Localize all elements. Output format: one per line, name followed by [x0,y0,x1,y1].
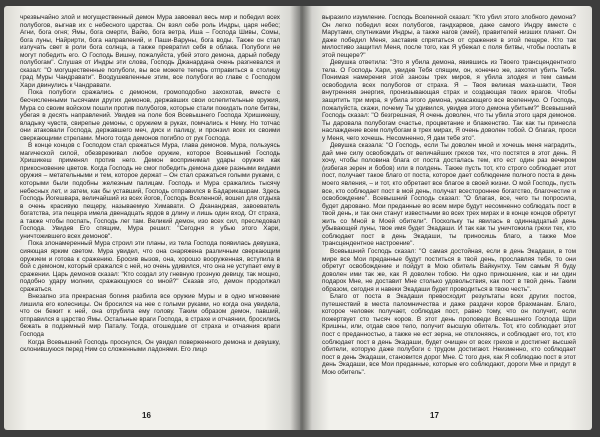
right-page [300,6,592,430]
paragraph: Пока злонамеренный Мура строил эти планы, из тела Господа появилась девушка, сияющая ярким светом. Мура увидел, что она снаряжена различным сверкающим оружием и готова к сражению. Бросив вызов, она, хорошо вооруженная, вступила в бой с демоном, который сражался с ней, но очень удивился, что она не уступает ему в сражении. Царь демонов сказал: "Кто создал эту гневную грозную девицу, так мощно, подобно удару молнии, сражающуюся со мной?" Сказав это, демон продолжал сражаться. [20,240,280,293]
paragraph: выразило изумление. Господь Вселенной сказал: "Кто убил этого злобного демона? Он легко победил всех полубогов, гандхарвов, даже самого Индру вместе с Марутами, спутниками Индры, а также нагов (змей), правителей низших планет. Он даже победил Меня, заставив спрятаться от сражения в этой пещере. Кто так милостиво защитил Меня, после того, как Я убежал с поля битвы, чтобы поспать в этой пещере?" [322,14,576,59]
paragraph: чрезвычайно злой и могущественный демон Мура завоевал весь мир и победил всех полубогов, выгнав их с небесного царства. Он взял себе роль Индры, царя небес; Агни, бога огня; Ямы, бога смерти, Вайю, бога ветра, Иша – Господа Шивы, Сомы, бога луны, Найрирти, бога направлений, и Паши-Варуны, бога воды. Также он стал излучать свет в роли бога солнца, а также превратил себя в облака. Полубоги не могут победить его. О Господь Вишну, пожалуйста, убей этого демона, дарый победу полубогам". Слушая от Индры эти слова, Господь Джанардана очень разгневался и сказал: "О могущественные полубоги, вы все можете теперь отправиться в столицу град Муры Чандравати". Воодушевленные этим, все полубоги во главе с Господом Хари двинулись к Чандравати. [20,14,280,89]
page-number-left: 16 [142,411,151,420]
paragraph: Девушка сказала: "О Господь, если Ты доволен мной и хочешь меня наградить, дай мне силу освобождать от величайших грехов тех, что постятся в этот день. Я хочу, чтобы половина блага от поста досталась тем, кто ест один раз вечером (избегая зерен и бобов) или в полдень. Также пусть тот, кто строго соблюдает этот пост, получает такое благо от поста, которое дает соблюдение полного поста в день моего явления, – и тот, кто обретает все благое в своей жизни. О мой Господь, пусть все, кто соблюдает пост в мой день, получат всестороннее богатство, благочестие и освобождение". Всевышний Господь сказал: "О благая, все, чего ты попросила, будет даровано. Мои преданные во всем мире будут несомненно соблюдать пост в твой день, и так они станут известными во всех трех мирах и в конце концов обретут жить со Мной в Моей обители". Поскольку ты явилась в одиннадцатый день убывающей луны, твое имя будет Экадаши. И так как ты уничтожила грехи тех, кто соблюдает пост в день Экадаши, ты приносишь благо, а также Мое трансцендентное настроение". [322,142,576,248]
paragraph: Пока полубоги сражались с демоном, громоподобно захохотав, вместе с бесчисленными тысячами других демонов, державших свои ослепительные оружия, Мура со своим войском пошли против полубогов, которые стали покидать поле битвы, убегая в десять направлений. Увидев на поле боя Всевышнего Господа Хришикешу, владыку чувств, свирепые демоны, с оружием в руках, помчались к Нему. Но тотчас они атаковали Господа, державшего меч, диск и палицу, и пронзил всех их своими сверкающими стрелами. Много тогда демонов погибло от рук Господа. [20,89,280,142]
right-page-text [322,14,576,376]
paragraph: Когда Всевышний Господь проснулся, Он увидел поверженного демона и девушку, склонившуюся перед Ним со сложенными ладонями. Его лицо [20,338,280,354]
page-number-right: 17 [430,411,439,420]
paragraph: Благо от поста в Экадаши превосходит результаты всех других постов, путешествий в места паломничества и даже раздачи коров брахманам. Благо, которое человек получает, соблюдая пост, равно тому, что он получит, если пожертвует сто тысяч коров. В этот день проповеди Всевышнего Господа Шри Кришны, или, отдав свое тело, получит высшую обитель. Тот, кто соблюдает этот пост с преданностью, а также не ест зерна, не отклоняясь, и соблюдает его, тот, кто соблюдает пост в день Экадаши, будет очищен от всех грехов и достигнет высшей обители, которую даже полубоги с трудом достигают. Неизменно, кто соблюдает пост в день Экадаши, становится дорог Мне. С того дня, как Я соблюдаю пост в этот день Экадаши, все Мои преданные, которые его соблюдают, дороги Мне и придут в Мою обитель". [322,293,576,376]
paragraph: Всевышний Господь сказал: "О самая достойная, если в день Экадаши, в том мире все Мои преданные будут поститься в твой день, прославляя тебя, то они обретут освобождение и пойдут в Мою обитель Вайкунтху. Тем самым Я буду доволен ими так же, как Я доволен тобою. Ни одно приношение, как и ни один подарок Мне, не доставит Мне столько удовольствия, как пост в твой день. Таким образом, сегодня и навеки Экадаши будет проводиться в твою честь". [322,247,576,293]
paragraph: В конце концов с Господом стал сражаться Мура, глава демонов. Мура, пользуясь магической силой, обезвреживал любое оружие, которое Всевышний Господь Хришикеш применял против него. Демон воспринимал удары оружия как прикосновение цветов. Когда Господь не смог победить демона даже разными видами оружия – метательными и тем, которое держат – Он стал сражаться голыми руками, с которыми были подобны железным палицам. Господь и Мура сражались тысячу небесных лет, и затем, как бы уставший, Господь отправился в Бадарикашрам. Здесь Господь Йогешвара, величайший из всех йогов, Господь Вселенной, вошел для отдыха в очень красивую пещеру, называемую Химавати. О Дхананджая, завоеватель богатства, эта пещера имела двенадцать ярдов в длину и лишь один вход. От страха, а также чтобы поспать, Господь лег там. Великий демон, изо всех сил, преследовал Господа. Увидев Его спящим, Мура решил: "Сегодня я убью этого Хари, уничтожившего всех демонов". [20,142,280,240]
left-page [4,6,300,430]
paragraph: Внезапно эта прекрасная богиня разбила все оружие Муры и в одно мгновение лишила его колесницы. Он бросился на нее с голыми руками, но когда она увидела, что он бежит к ней, она отрубила ему голову. Таким образом демон, павший, отправился в царство Ямы. Остальные враги Господа, в страхе и отчаянии, бросились бежать в подземный мир Паталу. Тогда, отошедшие от страха и отчаяния враги Господа [20,293,280,338]
left-page-text [20,14,280,354]
paragraph: Девушка ответила: "Это я убила демона, явившись из Твоего трансцендентного тела. О Господь Хари, увидев Тебя спящим, он, конечно же, захотел убить Тебя. Понимая намерения этой занозы трех миров, я убила злодея и тем самым освободила всех полубогов от страха. Я – Твоя великая маха-шакти, Твоя внутренняя энергия, пронизывающая страх и создающая твоих врагов. Чтобы защитить три мира, я убила этого демона, ужасающего все вселенную. О Господь, пожалуйста, скажи, почему Ты удивился, увидев этого демона убитым?" Всевышний Господь сказал: "О безгрешная, Я очень доволен, что ты убила этого царя демонов. Ты даровала полубогам счастье, процветание и блаженство. Так как ты принесла наслаждение всем полубогам в трех мирах, Я очень доволен тобой. О благая, проси у Меня, чего хочешь. Несомненно, Я дам тебе это". [322,59,576,142]
